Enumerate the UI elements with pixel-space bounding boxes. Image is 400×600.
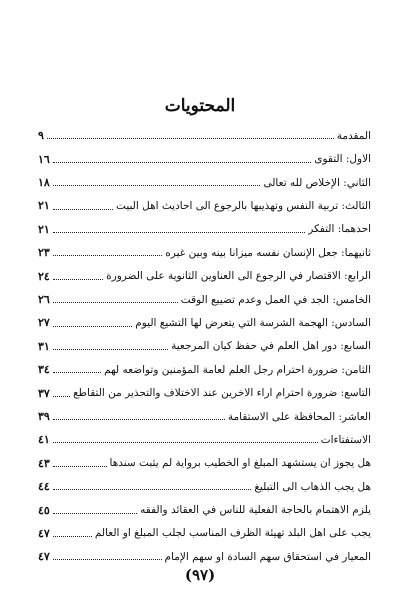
toc-entry-label: العاشر: المحافظة على الاستقامة [227, 411, 371, 423]
toc-entry [38, 283, 371, 306]
page-number: (٩٧) [184, 566, 216, 584]
dot-leader [53, 489, 252, 490]
toc-entry [38, 353, 371, 376]
toc-entry-page: ٤٤ [38, 480, 50, 494]
table-of-contents [38, 119, 371, 563]
toc-entry-label: الثالث: تربية النفس وتهذيبها بالرجوع الى أحاديث أهل البيت [116, 201, 371, 213]
toc-entry-page: ٤١ [38, 433, 50, 447]
toc-entry-label: يلزم الاهتمام بالحاجة الفعلية للناس في العقائد والفقه [140, 505, 371, 517]
dot-leader [53, 279, 103, 280]
toc-entry [38, 517, 371, 540]
toc-entry [38, 423, 371, 446]
dot-leader [53, 372, 101, 373]
toc-entry [38, 259, 371, 282]
page-title: المحتويات [164, 96, 236, 116]
toc-entry-label: الثاني: الإخلاص لله تعالى [263, 177, 371, 189]
dot-leader [53, 209, 113, 210]
toc-entry-page: ٢٦ [38, 293, 50, 307]
dot-leader [53, 326, 132, 327]
toc-entry [38, 330, 371, 353]
toc-entry-page: ٤٣ [38, 456, 50, 470]
dot-leader [53, 302, 178, 303]
toc-entry-label: التاسع: ضرورة احترام آراء الآخرين عند الاختلاف والتحذير من التقاطع [73, 388, 371, 400]
dot-leader [53, 513, 137, 514]
dot-leader [53, 255, 162, 256]
toc-entry-label: الخامس: الجد في العمل وعدم تضييع الوقت [180, 294, 371, 306]
toc-entry-page: ١٨ [38, 176, 50, 190]
toc-entry-label: يجب على أهل البلد تهيئة الظرف المناسب لجلب المبلغ أو العالم [94, 528, 371, 540]
toc-entry-page: ٣١ [38, 339, 50, 353]
toc-entry-page: ٢٣ [38, 246, 50, 260]
dot-leader [53, 442, 318, 443]
toc-entry-page: ٢٤ [38, 269, 50, 283]
toc-entry-page: ٩ [38, 129, 44, 143]
toc-entry-label: هل يجوز أن يستشهد المبلغ او الخطيب برواية لم يثبت سندها [109, 458, 371, 470]
toc-entry-page: ٢١ [38, 199, 50, 213]
toc-entry-page: ٣٤ [38, 363, 50, 377]
toc-entry-page: ٤٥ [38, 503, 50, 517]
dot-leader [53, 466, 107, 467]
dot-leader [47, 138, 334, 139]
dot-leader [53, 396, 70, 397]
toc-entry-label: أحدهما: التفكر [308, 224, 371, 236]
toc-entry-page: ٢١ [38, 222, 50, 236]
dot-leader [53, 185, 261, 186]
toc-entry-page: ٤٧ [38, 550, 50, 564]
toc-entry-label: الرابع: الاقتصار في الرجوع الى العناوين الثانوية على الضرورة [106, 271, 371, 283]
toc-entry-label: السابع: دور أهل العلم في حفظ كيان المرجعية [171, 341, 371, 353]
toc-entry-label: ثانيهما: جعل الإنسان نفسه ميزاناً بينه وبين غيره [165, 247, 371, 259]
toc-entry-label: السادس: الهجمة الشرسة التي يتعرض لها التشيع اليوم [135, 317, 371, 329]
toc-entry [38, 400, 371, 423]
toc-entry-label: هل يجب الذهاب الى التبليغ [254, 481, 371, 493]
toc-entry [38, 189, 371, 212]
toc-entry-label: الاستفتاءات [320, 434, 371, 446]
toc-entry-page: ٤٧ [38, 526, 50, 540]
toc-entry [38, 166, 371, 189]
dot-leader [53, 536, 92, 537]
toc-entry-page: ٣٧ [38, 386, 50, 400]
dot-leader [53, 349, 168, 350]
toc-entry-page: ٣٩ [38, 409, 50, 423]
toc-entry-label: الأول: التقوى [314, 154, 371, 166]
toc-entry [38, 213, 371, 236]
toc-entry-label: المقدمة [336, 130, 371, 142]
dot-leader [53, 232, 305, 233]
dot-leader [53, 559, 162, 560]
toc-entry [38, 306, 371, 329]
toc-entry-page: ١٦ [38, 152, 50, 166]
toc-entry [38, 470, 371, 493]
toc-entry [38, 493, 371, 516]
toc-entry-label: المعيار في استحقاق سهم السادة أو سهم الإمام [164, 551, 371, 563]
toc-entry [38, 446, 371, 469]
toc-entry [38, 142, 371, 165]
toc-entry-page: ٢٧ [38, 316, 50, 330]
toc-entry [38, 236, 371, 259]
dot-leader [53, 162, 311, 163]
toc-entry-label: الثامن: ضرورة احترام رجل العلم لعامة المؤمنين وتواضعه لهم [104, 364, 371, 376]
toc-entry [38, 540, 371, 563]
toc-entry [38, 376, 371, 399]
toc-entry [38, 119, 371, 142]
dot-leader [53, 419, 225, 420]
